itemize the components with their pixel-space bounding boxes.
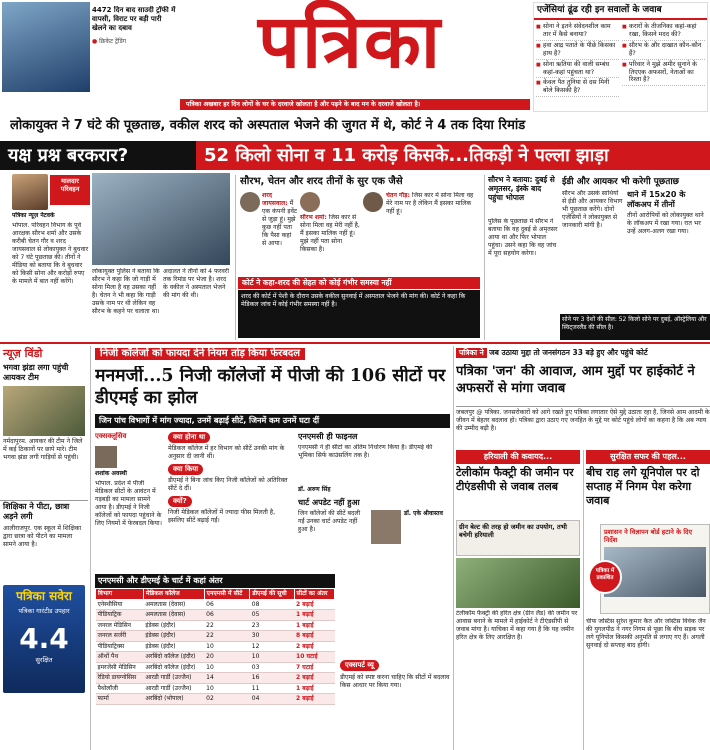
gold-seal-footnote [560,314,710,340]
seat-table-cell: 23 [250,620,294,631]
col-header: विभाग [96,589,144,600]
seat-table-cell: 04 [250,694,294,705]
question-item: ■ हवा आद्र पताते के पीछे किसका हाथ है? [536,41,619,60]
seat-table-cell: 2 बढ़ाई [294,694,334,705]
court-alert-body: शरद की कोर्ट में पेशी के दौरान उसके वकील सुनवाई में अस्पताल भेजने की मांग की। कोर्ट ने कहा कि मेडिकल जांच में कोई गंभीर समस्या नहीं है। [241,293,466,308]
question-item: ■ सोना ने इतने संवेदनशील काम तार में कैसे बनाया? [536,22,619,41]
expert-view-box [340,660,450,750]
janjan-headline[interactable]: पत्रिका 'जन' की आवाज, आम मुद्दों पर हाईकोर्ट ने अफसरों से मांगा जवाब [456,364,695,396]
lead-story-col3: अदालत ने तीनों को 4 फरवरी तक रिमांड पर भेजा है। शरद के वकील ने अस्पताल भेजने की मांग की थी। [163,268,229,300]
nmc-title: एनएमसी ही फाइनल [298,432,358,441]
greenery-label: हरियाली की कवायद... [456,450,580,464]
saurabh-face-photo [300,192,320,212]
byline-badge [50,175,90,205]
seat-table-cell: 05 [250,610,294,621]
seat-table-cell: पीडियाट्रिक्स [96,641,144,652]
news-item2-head[interactable]: शिक्षिका ने पीटा, छात्रा अड़ने लगी [0,500,88,523]
seat-table-cell: इंडेक्स (इंदौर) [143,641,204,652]
seat-table-cell: पैथोलॉजी [96,683,144,694]
expert-view-text: डीएमई को स्पष्ट करना चाहिए कि सीटों में बदलाव किस आधार पर किया गया। [340,673,450,689]
seat-table-cell: 06 [204,599,250,610]
lead-banner-left[interactable]: यक्ष प्रश्न बरकरार? [0,141,196,170]
savera-ad-unit: सुरक्षित [35,655,53,664]
three-suspects-title[interactable]: सौरभ, चेतन और शरद तीनों के सुर एक जैसे [240,176,403,187]
income-tax-photo [3,386,85,436]
seat-table-cell: अरबिंदो कॉलेज (इंदौर) [143,652,204,663]
suspect-chetan-text [386,192,480,272]
janjan-intro-text: जबलपुर @ पत्रिका. जनसरोकारों को आगे रखते हुए पत्रिका लगातार ऐसे मुद्दे उठाता रहा है, जिनसे आम आदमी के जीवन में बेहतर बदलाव हो। [456,409,710,425]
masthead-logo[interactable]: पत्रिका [257,0,443,85]
college-body: भोपाल. प्रदेश में पीजी मेडिकल सीटों के आवंटन में गड़बड़ी का मामला सामने आया है। डीएमई ने निजी कॉलेजों को फायदा पहुंचाने के लिए नियमों में फेरबदल किया। [95,480,162,528]
seat-table-row [96,694,335,705]
janjan-intro-text2: पत्रिका द्वारा उठाए गए जनहित के मुद्दे पर कोर्ट पहुंचे लोगों का कहना है कि अब न्याय की उम्मीद बढ़ी है। [456,417,707,433]
promo-top-left[interactable] [92,6,177,92]
agency-questions-left [536,22,619,97]
seat-table-row [96,620,335,631]
byline-photo [12,174,48,210]
seat-table-cell: 30 [250,631,294,642]
seat-table-cell: 2 बढ़ाई [294,673,334,684]
seat-table-cell: 10 [204,641,250,652]
why-title: क्यों? [168,496,192,507]
seat-table-header [96,589,335,600]
seat-table-cell: आरडी गार्डी (उज्जैन) [143,683,204,694]
expert-quote-name: डॉ. एके श्रीवास्तव [404,509,443,517]
janjan-intro [456,406,710,446]
seat-table-title: एनएमसी और डीएमई के चार्ट में कहां अंतर [95,574,335,588]
saurabh-photo [92,173,230,265]
promo-footer: ● क्रिकेट ट्रेंडिंग [92,38,127,46]
col-header: डीएमई की सूची [250,589,294,600]
seat-table-cell: 22 [204,631,250,642]
seat-table-cell: पीडियाट्रिक [96,610,144,621]
col-header: सीटों का अंतर [294,589,334,600]
greenery-clip-text: ग्रीन बेल्ट की तरह हो जमीन का उपयोग, तभी बचेगी हरियाली [459,523,567,540]
seat-table-row [96,683,335,694]
lead-story-col1: भोपाल. परिवहन विभाग के पूर्व आरक्षक सौरभ शर्मा और उसके करीबी चेतन गौर व शरद जायसवाल से लोकायुक्त ने बुधवार को 7 घंटे पूछताछ की। तीनों ने मीडिया को बताया कि वे बुधवार को किसी सोना और करोड़ों रुपए के मामले में बात नहीं करेंगे। [12,222,89,286]
seat-table-cell: 22 [204,620,250,631]
greenery-headline[interactable]: टेलीकॉम फैक्ट्री की जमीन पर टीएंडसीपी से जवाब तलब [456,466,574,493]
seat-table-cell: अमलतास (देवास) [143,610,204,621]
seat-table-cell: जनरल सर्जरी [96,631,144,642]
seat-table-cell: 12 [250,641,294,652]
janjan-kicker[interactable] [456,348,710,362]
college-deck: जिन पांच विभागों में मांग ज्यादा, उनमें बढ़ाई सीटें, जिनमें कम उनमें घटा दीं [95,414,450,428]
seat-table-box [95,574,335,750]
seat-table-cell: अमलतास (देवास) [143,599,204,610]
published-stamp [588,560,622,594]
reporter-name: शशांक अवस्थी [95,470,127,477]
news-window [0,346,88,750]
what-should-title: क्या होना था [168,432,210,443]
byline-desk [12,212,90,220]
nmc-text: एनएमसी ने ही सीटों का अंतिम निर्धारण किया है। डीएमई की भूमिका सिर्फ काउंसलिंग तक है। [298,444,433,460]
sharad-quote: मैं एक कंपनी इवेंट से जुड़ा हूं। मुझे कुछ नहीं पता कि पैसा कहां से आया। [262,200,297,248]
seat-table-cell: 1 बढ़ाई [294,610,334,621]
chetan-label: चेतन गौड़: [386,192,410,199]
why-text: निजी मेडिकल कॉलेजों में ज्यादा फीस मिलती है, इसलिए सीटें बढ़ाई गईं। [168,508,276,524]
seat-table-cell: रेडियो डायग्नोसिस [96,673,144,684]
tagline-text: पत्रिका अखबार हर दिन लोगों के घर के दरवाजे खोलता है और पढ़ने के बाद मन के दरवाजे खोलता है। [186,101,421,108]
what-should-box [168,432,293,570]
seat-table-row [96,641,335,652]
saurabh-quote: जिस कार से सोना मिला वह मेरी नहीं है, मैं इसका मालिक नहीं हूं। मुझे नहीं पता सोना किसका है। [300,214,360,254]
published-stamp-text: पत्रिका में प्रकाशित [595,568,615,581]
what-should-text: मेडिकल कॉलेज में हर विभाग को सीटें उनकी मांग के अनुसार दी जानी थीं। [168,444,285,460]
court-alert[interactable]: कोर्ट ने कहा-शरद की सेहत को कोई गंभीर समस्या नहीं [238,277,480,289]
saurabh-label: सौरभ शर्मा: [300,214,327,221]
nmc-expert-name: डॉ. अरुण सिंह [298,486,331,493]
seat-table-row [96,662,335,673]
court-alert-text [238,290,480,338]
seat-table-cell: 10 घटाई [294,652,334,663]
sharad-label: शरद जायसवाल: [262,192,288,208]
seat-table-row [96,673,335,684]
janjan-kicker-text: जब उठाया मुद्दा तो जनसंगठन 33 बड़े हुए और पहुंचे कोर्ट [489,348,648,357]
seat-table-cell: 08 [250,599,294,610]
greenery-text: टेलीकॉम फैक्ट्री की हरित क्षेत्र (ग्रीन लैंड) की जमीन पर आवास बनाने के मामले में हाईकोर्ट ने टीएंडसीपी से जवाब मांगा है। याचिका में कहा गया है कि यह जमीन हरित क्षेत्र के लिए आरक्षित है। [456,610,578,642]
exclusive-label: एक्सक्लूसिव [95,432,127,440]
seat-table-cell: 2 बढ़ाई [294,641,334,652]
news-window-title[interactable]: न्यूज़ विंडो [3,347,43,360]
seat-table-cell: जनरल मेडिसिन [96,620,144,631]
gold-seal-text: सोने पर 3 देशों की सील: 52 किलो सोने पर दुबई, ऑस्ट्रेलिया और स्विट्जरलैंड की सील है। [562,316,707,331]
promo-headline: 4472 दिन बाद साउदी ट्रॉफी में वापसी, विराट पर बड़ी पारी खेलने का दबाव [92,6,176,32]
seat-table-cell: ऑर्थो पैथ [96,652,144,663]
janjan-tag: पत्रिका ने [456,348,487,358]
safe-travel-headline[interactable]: बीच राह लगे यूनिपोल पर दो सप्ताह में निगम पेश करेगा जवाब [586,466,700,507]
safe-travel-label: सुरक्षित सफर की पहल... [586,450,710,464]
news-item1-text: नर्मदापुरम. आयकर की टीम ने जिले में कई ठिकानों पर छापे मारे। टीम भगवा झंडा लगी गाड़ियों से पहुंची। [3,437,83,461]
byline-badge-text: मालदार परिवहन [60,177,80,194]
chetan-photo [363,192,383,212]
seat-table-cell: 2 बढ़ाई [294,599,334,610]
chart-update-text: जिन कॉलेजों की सीटें बदली गईं उनका चार्ट अपडेट नहीं हुआ है। [298,509,361,533]
seat-table-cell: 10 [204,683,250,694]
byline-desk-text: पत्रिका न्यूज़ नेटवर्क [12,212,55,219]
seat-table-cell: इमरजेंसी मेडिसिन [96,662,144,673]
ed-it-text: सौरभ और उसके साथियों से ईडी और आयकर विभाग भी पूछताछ करेंगे। दोनों एजेंसियों ने लोकायुक्त से जानकारी मांगी है। [562,190,623,230]
sharad-photo [240,192,260,212]
chart-update-title: चार्ट अपडेट नहीं हुआ [298,497,360,507]
agency-questions-box [533,2,708,112]
seat-table-cell: 03 [250,662,294,673]
savera-ad-title: पत्रिका सवेरा [16,588,72,603]
agency-questions-right [622,22,705,97]
dubai-story-text: पुलिस के पूछताछ में सौरभ ने बताया कि वह दुबई से अमृतसर आया था और फिर भोपाल पहुंचा। उसने कहा कि वह जांच में पूरा सहयोग करेगा। [488,218,558,258]
seat-table-cell: 16 [250,673,294,684]
seat-table-cell: 10 [204,662,250,673]
lead-subhead[interactable]: लोकायुक्त ने 7 घंटे की पूछताछ, वकील शरद को अस्पताल भेजने की जुगत में थे, कोर्ट ने 4 तक दिया रिमांड [10,118,526,133]
lockup-title: थाने में 15x20 के लॉकअप में तीनों [627,190,686,209]
question-item: ■ केवल पैत तुनिया से दस मिनी बोले किसकी है? [536,78,619,97]
news-item1-head[interactable]: भगवा झंडा लगा पहुंची आयकर टीम [3,362,69,382]
chetan-quote: जिस कार में सोना मिला वह मेरे नाम पर है लेकिन मैं इसका मालिक नहीं हूं। [386,192,474,216]
safe-travel-text: चीफ जस्टिस सुरेश कुमार कैत और जस्टिस विवेक जैन की युगलपीठ ने नगर निगम से पूछा कि बीच सड़क पर लगे यूनिपोल किसकी अनुमति से लगाए गए हैं। अगली सुनवाई दो सप्ताह बाद होगी। [586,618,706,650]
seat-table-cell: 1 बढ़ाई [294,683,334,694]
news-item2-text: आलीराजपुर. एक स्कूल में शिक्षिका द्वारा छात्रा को पीटने का मामला सामने आया है। [3,524,82,548]
safe-travel-clip-text: प्रशासन ने विज्ञापन बोर्ड हटाने के दिए निर्देश [604,528,693,545]
dubai-story-title[interactable]: सौरभ ने बताया: दुबई से अमृतसर, इंस्के बाद पहुंचा भोपाल [488,175,555,202]
cricket-photo [2,2,90,92]
seat-table-row [96,610,335,621]
lockup-text: तीनों आरोपियों को लोकायुक्त थाने के लॉकअप में रखा गया। रात भर उन्हें अलग-अलग रखा गया। [627,212,704,236]
nmc-box [298,432,450,570]
seat-table-cell: इंडेक्स (इंदौर) [143,620,204,631]
masthead-tagline [180,99,530,110]
expert-view-title: एक्सपर्ट व्यू [340,660,379,671]
seat-table-row [96,631,335,642]
greenery-photo [456,558,580,608]
seat-table [95,588,335,705]
col-header: मेडिकल कॉलेज [143,589,204,600]
savera-ad-sub: पत्रिका गारंटीड उपहार [18,606,70,615]
seat-table-row [96,652,335,663]
lead-story-col2: लोकायुक्त पुलिस ने बताया कि सौरभ ने कहा कि जो गाड़ी में सोना मिला है वह उसका नहीं है। चेतन ने भी कहा कि गाड़ी उसके नाम पर थी लेकिन वह सौरभ के कहने पर चलाता था। [92,268,160,316]
seat-table-cell: आरडी गार्डी (उज्जैन) [143,673,204,684]
col-header: एनएमसी में सीटें [204,589,250,600]
question-item: ■ परिवार ने मुझे अमीर सुनाने के तिएएक अफसरों, नेताओं का रिश्ता है? [622,60,705,87]
expert-photo [371,510,401,544]
seat-table-cell: 11 [250,683,294,694]
seat-table-cell: अरबिंदो (भोपाल) [143,694,204,705]
greenery-clip [456,520,580,556]
lockup-box [627,190,708,312]
seat-table-cell: 10 [250,652,294,663]
seat-table-cell: 8 बढ़ाई [294,631,334,642]
lead-banner-right[interactable]: 52 किलो सोना व 11 करोड़ किसके...तिकड़ी ने पल्ला झाड़ा [196,141,710,170]
what-done-text: डीएमई ने बिना जांच किए निजी कॉलेजों को अतिरिक्त सीटें दे दीं। [168,476,288,492]
question-item: ■ सौरभ के और दाखात कौन-कौन हैं? [622,41,705,60]
seat-table-cell: एनेस्थीसिया [96,599,144,610]
savera-ad[interactable] [3,585,85,693]
reporter-photo [95,446,117,468]
seat-table-cell: 20 [204,652,250,663]
seat-table-cell: 14 [204,673,250,684]
seat-table-cell: 1 बढ़ाई [294,620,334,631]
seat-table-cell: 06 [204,610,250,621]
seat-table-cell: 02 [204,694,250,705]
suspect-sharad-text [262,192,297,272]
ed-it-title[interactable]: ईडी और आयकर भी करेगी पूछताछ [562,177,679,187]
seat-table-cell: 7 घटाई [294,662,334,673]
seat-table-cell: इंडेक्स (इंदौर) [143,631,204,642]
agency-questions-title: एजेंसियां ढूंढ रही इन सवालों के जवाब [534,3,707,20]
seat-table-cell: फार्मा [96,694,144,705]
college-kicker[interactable] [95,348,450,362]
suspect-saurabh-text [300,214,360,272]
seat-table-cell: अरबिंदो कॉलेज (इंदौर) [143,662,204,673]
seat-table-row [96,599,335,610]
what-done-title: क्या किया [168,464,203,475]
savera-ad-value: 4.4 [19,621,69,655]
question-item: ■ करारों के तीजनिका कहां-कहां रखा, किसने मदद की? [622,22,705,41]
promo-footer-label: क्रिकेट ट्रेंडिंग [99,38,127,46]
college-kicker-text: निजी कॉलेजों को फायदा देने नियम तोड़ किया फेरबदल [95,348,305,360]
college-headline[interactable]: मनमर्जी...5 निजी कॉलेजों में पीजी की 106 सीटों पर डीएमई का झोल [95,366,446,408]
question-item: ■ सोना ऋतिया की वाली सम्बंध कहां-कहां पहुंचता था? [536,60,619,79]
